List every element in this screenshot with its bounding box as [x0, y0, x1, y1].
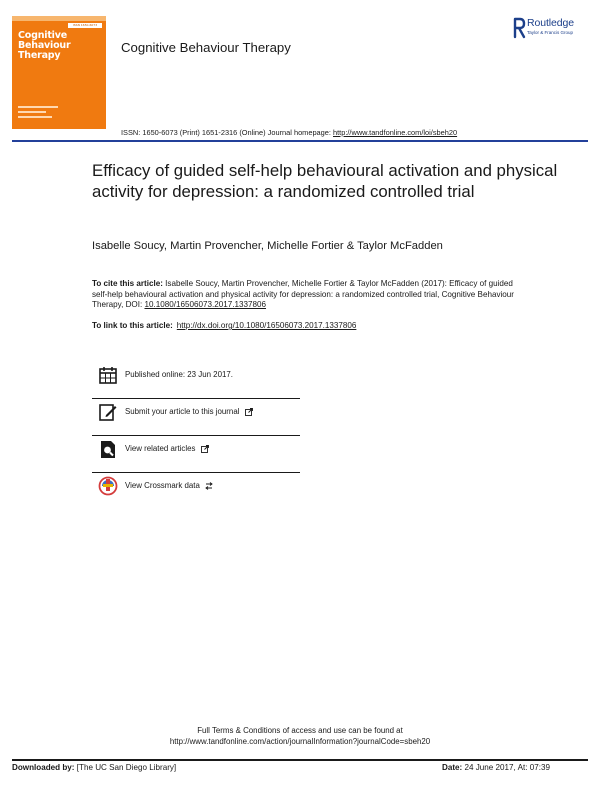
cite-doi-link[interactable]: 10.1080/16506073.2017.1337806 [144, 300, 267, 309]
journal-cover-image [12, 16, 106, 129]
cover-decoration [18, 106, 58, 121]
publisher-name: Routledge [527, 17, 574, 29]
cover-top-strip [12, 16, 106, 21]
published-date: Published online: 23 Jun 2017. [125, 370, 233, 379]
crossmark-row[interactable] [92, 473, 300, 509]
issn-line [121, 128, 457, 137]
calendar-icon [98, 365, 118, 385]
related-articles-link[interactable]: View related articles [125, 444, 196, 453]
external-link-icon [201, 445, 209, 453]
article-doi-link[interactable]: http://dx.doi.org/10.1080/16506073.2017.1337806 [176, 321, 357, 330]
downloaded-by [12, 763, 176, 772]
terms-notice [0, 725, 600, 747]
cover-band-text: ISSN 1650-6073 [68, 23, 102, 28]
crossmark-arrow-icon [205, 482, 213, 490]
article-actions [92, 362, 300, 509]
article-authors: Isabelle Soucy, Martin Provencher, Michelle Fortier & Taylor McFadden [92, 240, 443, 252]
download-date-value: 24 June 2017, At: 07:39 [462, 763, 551, 772]
published-row [92, 362, 300, 398]
related-row[interactable] [92, 436, 300, 472]
header-divider [12, 140, 588, 142]
citation [92, 279, 522, 311]
link-label: To link to this article: [92, 321, 173, 330]
routledge-r-icon [512, 17, 526, 39]
cite-label: To cite this article: [92, 279, 163, 288]
cite-text: Isabelle Soucy, Martin Provencher, Michelle Fortier & Taylor McFadden (2017): Efficacy of guided self-help behavioural activation and physical activity for depression: a randomized controlled trial, Cognitive Behaviour Therapy, DOI: [92, 279, 515, 309]
edit-icon [98, 402, 118, 422]
download-date [442, 763, 550, 772]
journal-name: Cognitive Behaviour Therapy [121, 40, 291, 55]
related-articles-icon [98, 439, 118, 459]
terms-url-link[interactable]: http://www.tandfonline.com/action/journalInformation?journalCode=sbeh20 [169, 737, 431, 746]
journal-homepage-link[interactable]: http://www.tandfonline.com/loi/sbeh20 [333, 128, 458, 137]
downloaded-by-value: [The UC San Diego Library] [74, 763, 177, 772]
downloaded-by-label: Downloaded by: [12, 763, 75, 772]
publisher-tagline: Taylor & Francis Group [527, 30, 574, 35]
crossmark-link[interactable]: View Crossmark data [125, 481, 200, 490]
submit-row[interactable] [92, 399, 300, 435]
article-title: Efficacy of guided self-help behavioural activation and physical activity for depression: a randomized controlled trial [92, 161, 558, 201]
terms-line: Full Terms & Conditions of access and use can be found at [197, 726, 403, 735]
download-date-label: Date: [442, 763, 463, 772]
footer-divider [12, 759, 588, 761]
crossmark-icon [98, 476, 118, 496]
publisher-logo [512, 17, 594, 41]
issn-text: ISSN: 1650-6073 (Print) 1651-2316 (Online) Journal homepage: [121, 128, 333, 137]
article-link [92, 321, 356, 330]
submit-link[interactable]: Submit your article to this journal [125, 407, 240, 416]
cover-title: Cognitive Behaviour Therapy [18, 30, 71, 61]
external-link-icon [245, 408, 253, 416]
